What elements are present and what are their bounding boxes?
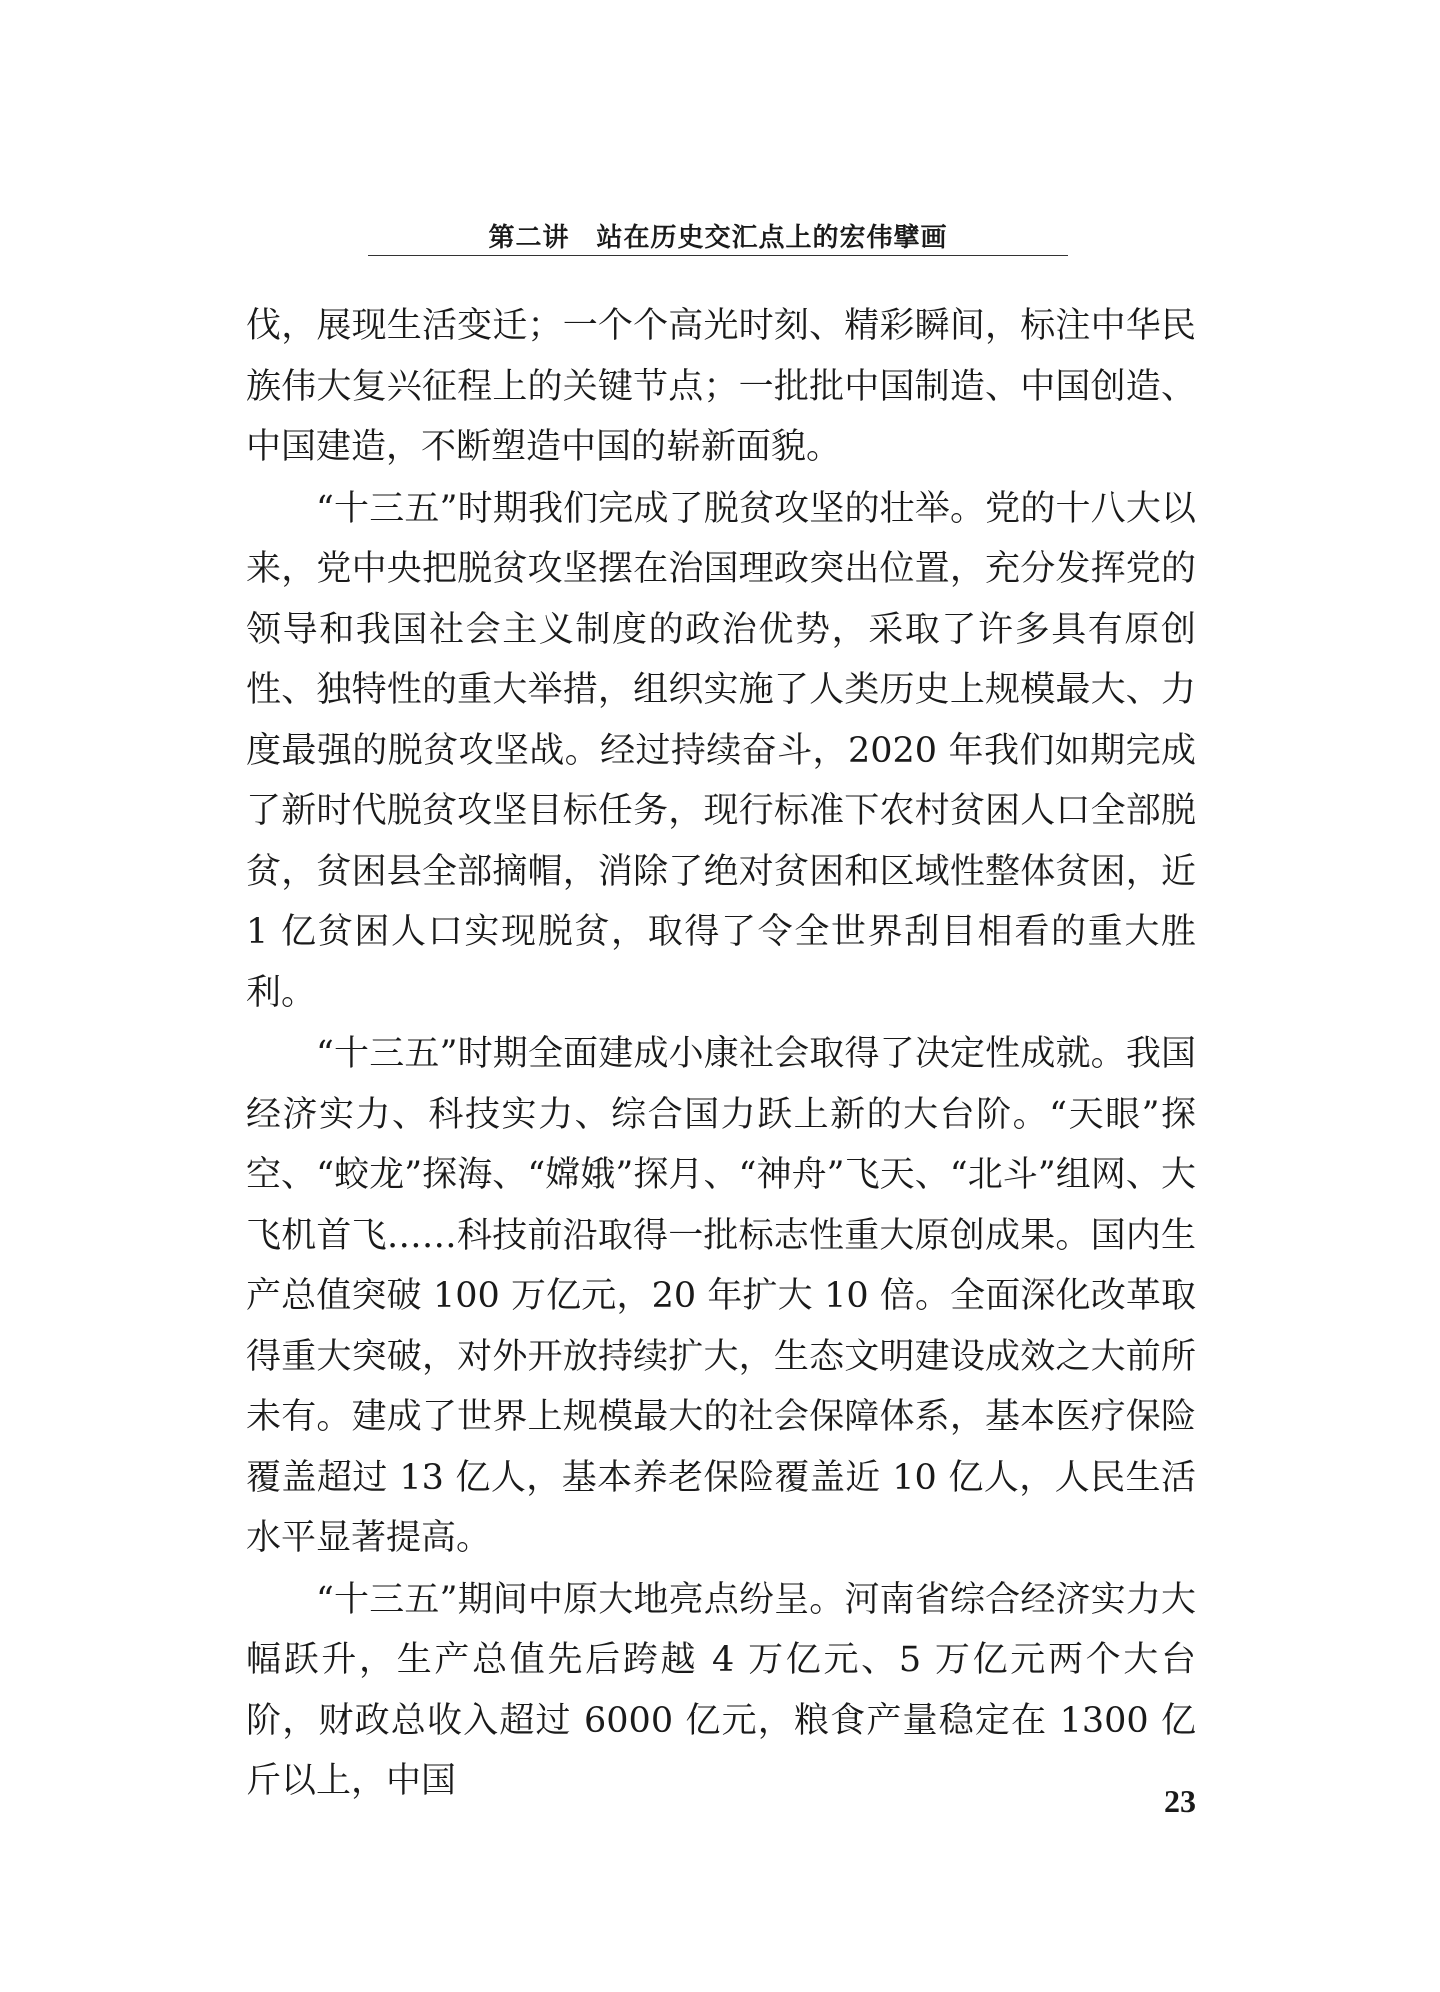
paragraph-continuation: 伐，展现生活变迁；一个个高光时刻、精彩瞬间，标注中华民族伟大复兴征程上的关键节点；一批批中国制造、中国创造、中国建造，不断塑造中国的崭新面貌。 <box>246 306 1196 467</box>
page-number: 23 <box>1164 1783 1196 1819</box>
paragraph-moderately-prosperous-society: “十三五”时期全面建成小康社会取得了决定性成就。我国经济实力、科技实力、综合国力跃上新的大台阶。“天眼”探空、“蛟龙”探海、“嫦娥”探月、“神舟”飞天、“北斗”组网、大飞机首飞……科技前沿取得一批标志性重大原创成果。国内生产总值突破 100 万亿元，20 年扩大 10 倍。全面深化改革取得重大突破，对外开放持续扩大，生态文明建设成效之大前所未有。建成了世界上规模最大的社会保障体系，基本医疗保险覆盖超过 13 亿人，基本养老保险覆盖近 10 亿人，人民生活水平显著提高。 <box>246 1034 1196 1558</box>
running-header: 第二讲 站在历史交汇点上的宏伟擘画 <box>488 223 948 253</box>
body-text <box>246 296 1196 1813</box>
header-divider <box>368 255 1068 256</box>
paragraph-poverty-alleviation: “十三五”时期我们完成了脱贫攻坚的壮举。党的十八大以来，党中央把脱贫攻坚摆在治国理政突出位置，充分发挥党的领导和我国社会主义制度的政治优势，采取了许多具有原创性、独特性的重大举措，组织实施了人类历史上规模最大、力度最强的脱贫攻坚战。经过持续奋斗，2020 年我们如期完成了新时代脱贫攻坚目标任务，现行标准下农村贫困人口全部脱贫，贫困县全部摘帽，消除了绝对贫困和区域性整体贫困，近 1 亿贫困人口实现脱贫，取得了令全世界刮目相看的重大胜利。 <box>246 488 1196 1013</box>
paragraph-central-plains: “十三五”期间中原大地亮点纷呈。河南省综合经济实力大幅跃升，生产总值先后跨越 4 万亿元、5 万亿元两个大台阶，财政总收入超过 6000 亿元，粮食产量稳定在 1300 亿斤以上，中国 <box>246 1579 1196 1801</box>
